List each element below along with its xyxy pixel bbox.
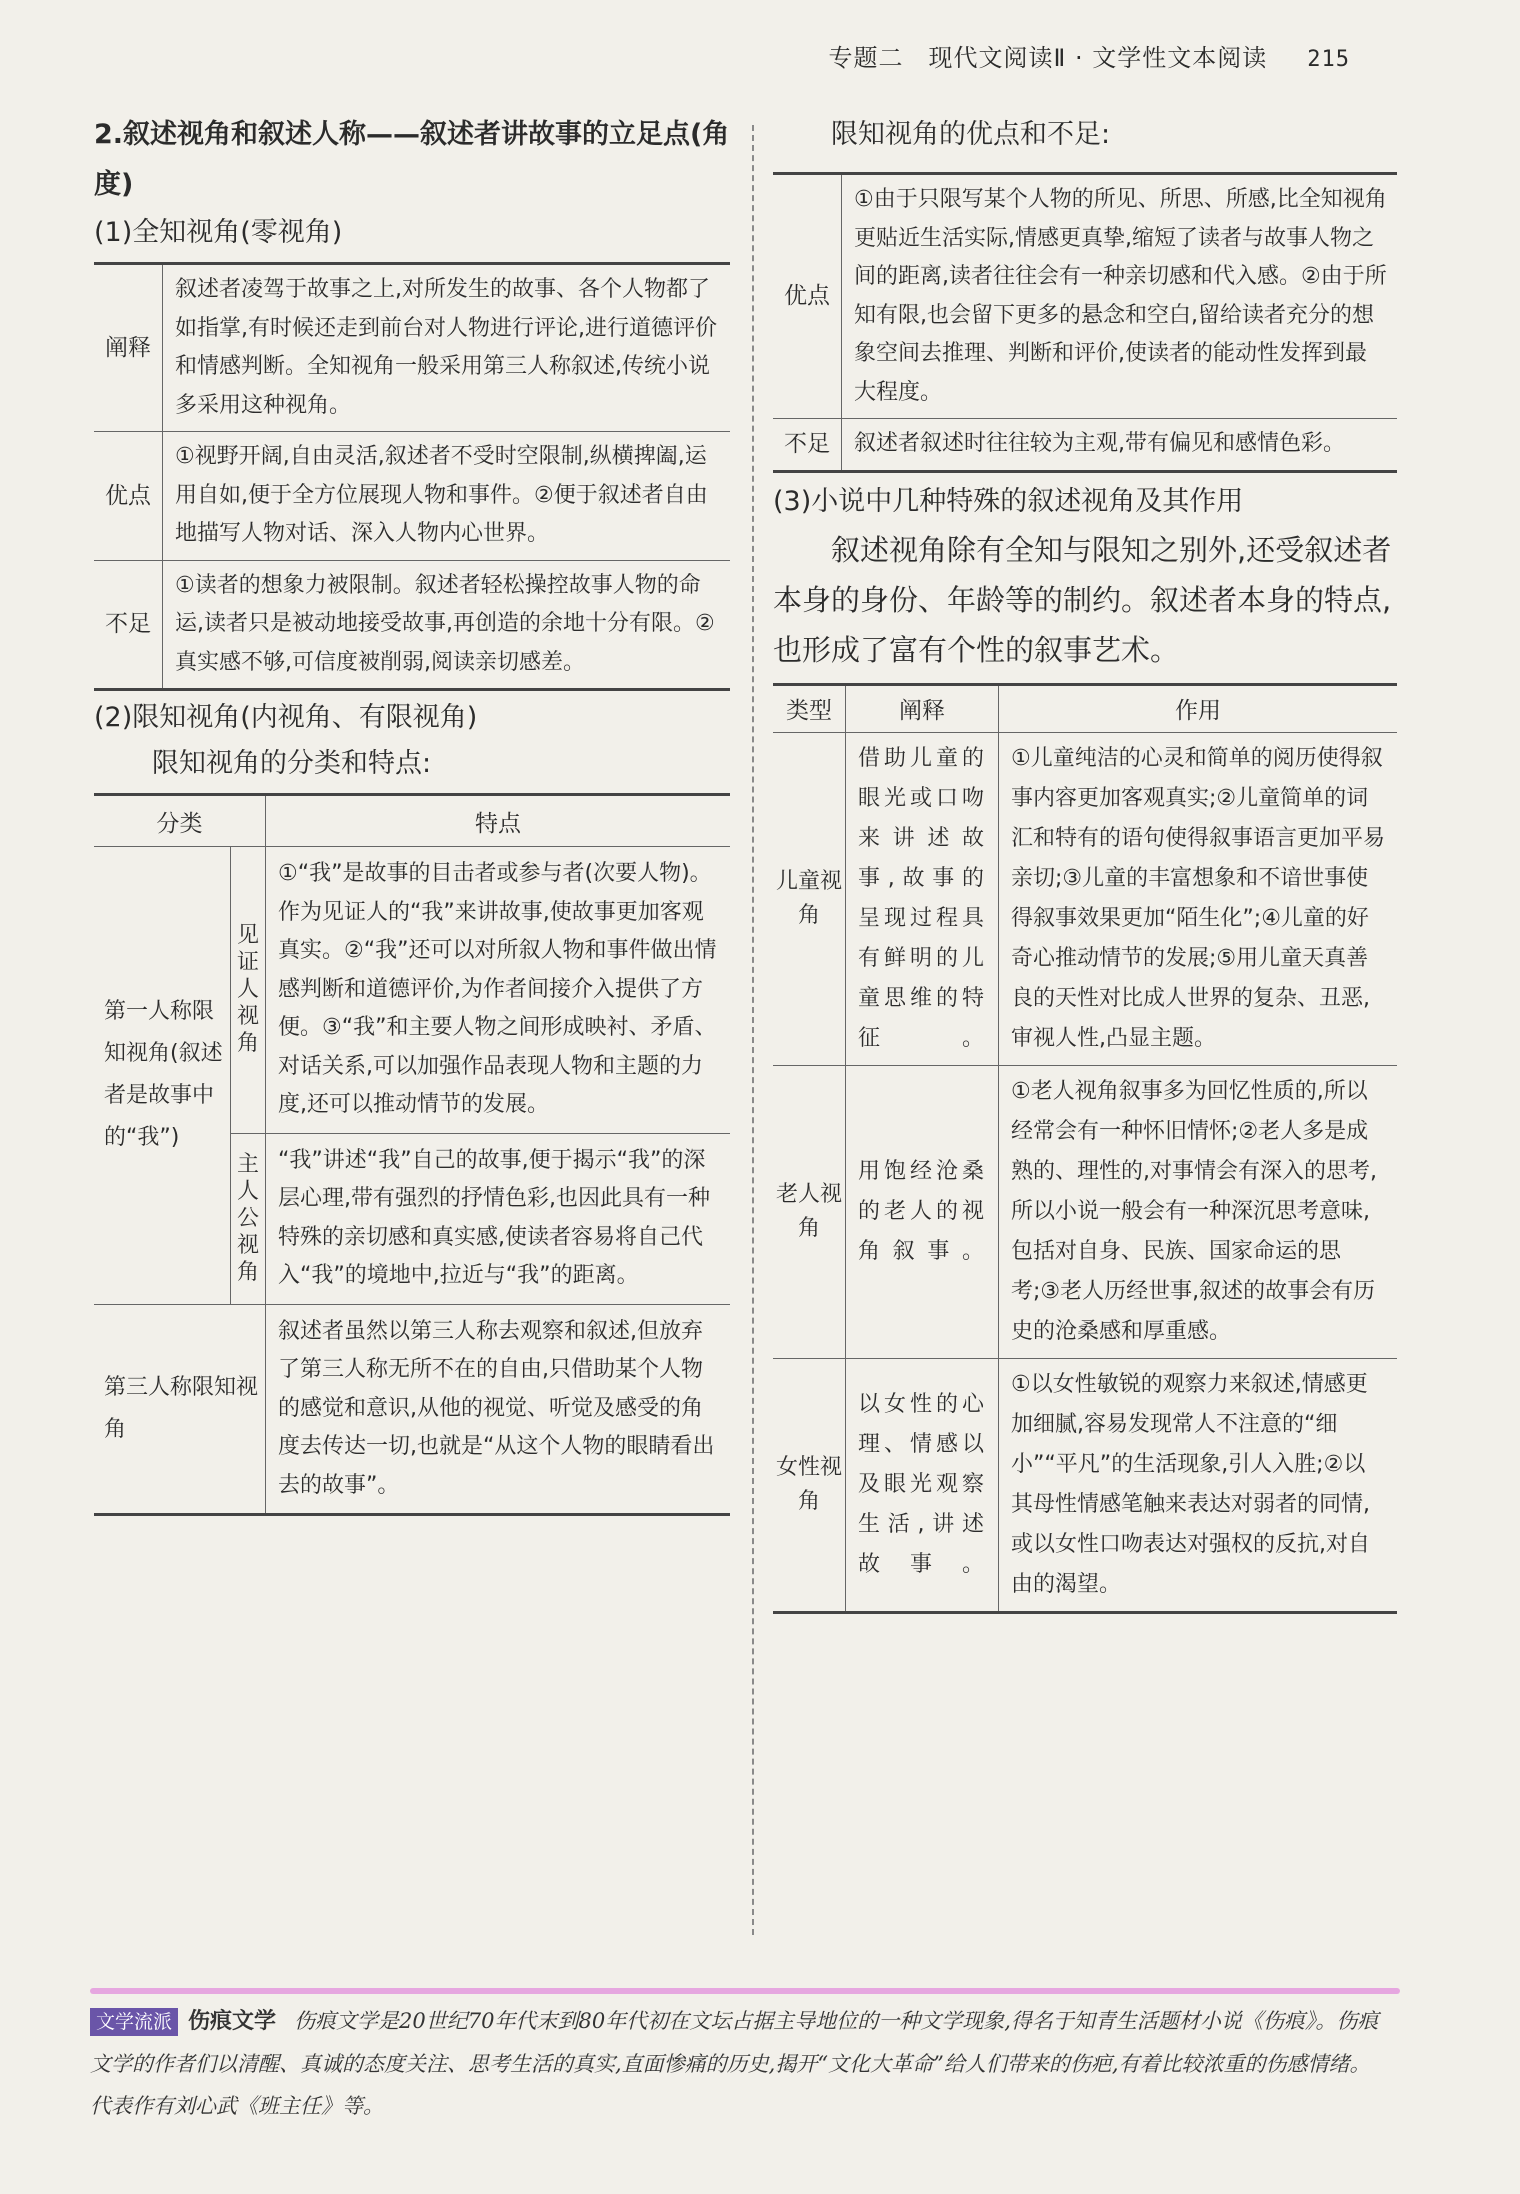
column-divider [752,125,754,1935]
left-column [94,110,730,1516]
omniscient-table [94,262,730,691]
limited-view-table [94,793,730,1516]
subheading-omniscient: (1)全知视角(零视角) [94,217,343,248]
group-label: 第一人称限知视角(叙述者是故事中的“我”) [94,847,231,1305]
page-header [829,38,1350,73]
row-value: “我”讲述“我”自己的故事,便于揭示“我”的深层心理,带有强烈的抒情色彩,也因此具有一种特殊的亲切感和真实感,使读者容易将自己代入“我”的境地中,拉近与“我”的距离。 [266,1133,731,1304]
special-views-table [773,683,1397,1614]
subheading-limited: (2)限知视角(内视角、有限视角) [94,702,478,733]
row-value: ①视野开阔,自由灵活,叙述者不受时空限制,纵横捭阖,运用自如,便于全方位展现人物和事件。②便于叙述者自由地描写人物对话、深入人物内心世界。 [163,432,731,561]
table-row [773,732,1397,1065]
limited-pros-cons-table [773,172,1397,473]
row-value: 叙述者虽然以第三人称去观察和叙述,但放弃了第三人称无所不在的自由,只借助某个人物的感觉和意识,从他的视觉、听觉及感受的角度去传达一切,也就是“从这个人物的眼睛看出去的故事”。 [266,1304,731,1515]
footer-note [90,2000,1390,2127]
row-explanation: 用饱经沧桑的老人的视角叙事。 [846,1065,999,1358]
table-row [94,432,730,561]
subtype-label: 主人公视角 [231,1133,266,1304]
table-row [773,419,1397,472]
table-row [94,264,730,432]
row-key: 女性视角 [773,1358,846,1612]
row-value: ①读者的想象力被限制。叙述者轻松操控故事人物的命运,读者只是被动地接受故事,再创造的余地十分有限。②真实感不够,可信度被削弱,阅读亲切感差。 [163,560,731,690]
subheading-special-views: (3)小说中几种特殊的叙述视角及其作用 [773,485,1244,517]
row-key: 老人视角 [773,1065,846,1358]
column-header: 阐释 [846,684,999,732]
table-header-row [94,795,730,847]
row-value: 叙述者凌驾于故事之上,对所发生的故事、各个人物都了如指掌,有时候还走到前台对人物进行评论,进行道德评价和情感判断。全知视角一般采用第三人称叙述,传统小说多采用这种视角。 [175,277,717,418]
table-row [773,174,1397,419]
column-header: 分类 [94,795,266,847]
header-title: 专题二 现代文阅读Ⅱ · 文学性文本阅读 [828,44,1268,72]
limited-pros-cons-intro: 限知视角的优点和不足: [831,119,1111,150]
footer-text: 伤痕文学是20世纪70年代末到80年代初在文坛占据主导地位的一种文学现象,得名于知青生活题材小说《伤痕》。伤痕文学的作者们以清醒、真诚的态度关注、思考生活的真实,直面惨痛的历史,揭开“文化大革命”给人们带来的伤疤,有着比较浓重的伤感情绪。代表作有刘心武《班主任》等。 [90,2009,1379,2118]
table-row [773,1358,1397,1612]
row-value: ①老人视角叙事多为回忆性质的,所以经常会有一种怀旧情怀;②老人多是成熟的、理性的,对事情会有深入的思考,所以小说一般会有一种深沉思考意味,包括对自身、民族、国家命运的思考;③老人历经世事,叙述的故事会有历史的沧桑感和厚重感。 [999,1065,1398,1358]
page-number: 215 [1307,47,1350,72]
row-value: ①由于只限写某个人物的所见、所思、所感,比全知视角更贴近生活实际,情感更真挚,缩短了读者与故事人物之间的距离,读者往往会有一种亲切感和代入感。②由于所知有限,也会留下更多的悬念和空白,留给读者充分的想象空间去推理、判断和评价,使读者的能动性发挥到最大程度。 [854,187,1387,405]
row-explanation: 借助儿童的眼光或口吻来讲述故事,故事的呈现过程具有鲜明的儿童思维的特征。 [846,732,999,1065]
row-key: 阐释 [94,264,163,432]
table-row [94,1304,730,1515]
row-key: 不足 [773,419,842,472]
footer-rule [90,1988,1400,1994]
table-row [773,1065,1397,1358]
footer-topic: 伤痕文学 [188,2009,277,2034]
limited-intro: 限知视角的分类和特点: [152,748,432,779]
group-label: 第三人称限知视角 [94,1304,266,1515]
row-key: 儿童视角 [773,732,846,1065]
section-title: 2.叙述视角和叙述人称——叙述者讲故事的立足点(角度) [94,119,730,200]
table-row [94,560,730,690]
column-header: 特点 [266,795,731,847]
row-key: 不足 [94,560,163,690]
column-header: 作用 [999,684,1398,732]
table-header-row [773,684,1397,732]
footer-tag: 文学流派 [90,2008,178,2036]
subtype-label: 见证人视角 [231,847,266,1134]
column-header: 类型 [773,684,846,732]
row-value: ①儿童纯洁的心灵和简单的阅历使得叙事内容更加客观真实;②儿童简单的词汇和特有的语句使得叙事语言更加平易亲切;③儿童的丰富想象和不谙世事使得叙事效果更加“陌生化”;④儿童的好奇心推动情节的发展;⑤用儿童天真善良的天性对比成人世界的复杂、丑恶,审视人性,凸显主题。 [999,732,1398,1065]
right-column [773,110,1397,1614]
row-value: 叙述者叙述时往往较为主观,带有偏见和感情色彩。 [842,419,1398,472]
row-value: ①“我”是故事的目击者或参与者(次要人物)。作为见证人的“我”来讲故事,使故事更加客观真实。②“我”还可以对所叙人物和事件做出情感判断和道德评价,为作者间接介入提供了方便。③“我”和主要人物之间形成映衬、矛盾、对话关系,可以加强作品表现人物和主题的力度,还可以推动情节的发展。 [278,861,717,1117]
table-row [94,847,730,1134]
row-key: 优点 [773,174,842,419]
row-key: 优点 [94,432,163,561]
row-explanation: 以女性的心理、情感以及眼光观察生活,讲述故事。 [846,1358,999,1612]
row-value: ①以女性敏锐的观察力来叙述,情感更加细腻,容易发现常人不注意的“细小”“平凡”的生活现象,引人入胜;②以其母性情感笔触来表达对弱者的同情,或以女性口吻表达对强权的反抗,对自由的渴望。 [999,1358,1398,1612]
special-views-paragraph: 叙述视角除有全知与限知之别外,还受叙述者本身的身份、年龄等的制约。叙述者本身的特点,也形成了富有个性的叙事艺术。 [773,532,1392,667]
